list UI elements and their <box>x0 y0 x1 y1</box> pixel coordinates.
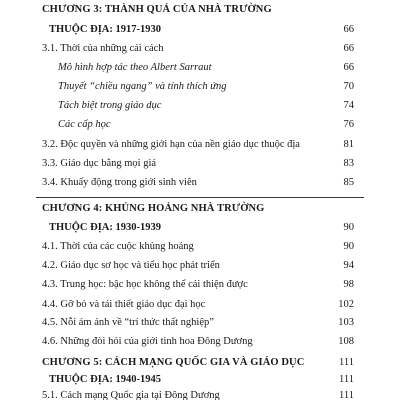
toc-label: Các cấp học <box>58 119 111 130</box>
toc-page-number: 103 <box>338 317 354 328</box>
toc-page-number: 111 <box>339 357 354 368</box>
toc-page-number: 108 <box>338 336 354 347</box>
section-divider <box>36 197 364 198</box>
toc-label: 4.6. Những đòi hỏi của giới tinh hoa Đông Dương <box>42 336 253 347</box>
toc-subentry[interactable] <box>0 61 400 75</box>
toc-page-number: 66 <box>343 24 354 35</box>
toc-subentry[interactable] <box>0 80 400 94</box>
toc-label: 4.3. Trung học: bậc học không thể cải thiện được <box>42 279 248 290</box>
toc-label: 3.1. Thời của những cải cách <box>42 43 164 54</box>
toc-entry[interactable] <box>0 138 400 152</box>
toc-page-number: 90 <box>343 241 354 252</box>
toc-page-number: 81 <box>343 139 354 150</box>
toc-page-number: 70 <box>343 81 354 92</box>
toc-label: 4.5. Nỗi ám ảnh về “trí thức thất nghiệp” <box>42 317 214 328</box>
toc-label: 3.2. Độc quyền và những giới hạn của nền giáo dục thuộc địa <box>42 139 300 150</box>
toc-entry[interactable] <box>0 278 400 292</box>
toc-chapter-heading[interactable] <box>0 356 400 370</box>
toc-entry[interactable] <box>0 157 400 171</box>
toc-label: CHƯƠNG 4: KHỦNG HOẢNG NHÀ TRƯỜNG <box>42 203 265 214</box>
toc-label: THUỘC ĐỊA: 1940-1945 <box>49 374 161 385</box>
toc-entry[interactable] <box>0 240 400 254</box>
toc-chapter-heading[interactable] <box>0 23 400 37</box>
toc-label: THUỘC ĐỊA: 1930-1939 <box>49 222 161 233</box>
toc-entry[interactable] <box>0 316 400 330</box>
toc-page-number: 94 <box>343 260 354 271</box>
toc-entry[interactable] <box>0 259 400 273</box>
toc-label: CHƯƠNG 3: THÀNH QUẢ CỦA NHÀ TRƯỜNG <box>42 4 272 15</box>
toc-label: 3.4. Khuấy động trong giới sinh viên <box>42 177 197 188</box>
toc-entry[interactable] <box>0 42 400 56</box>
toc-label: 4.2. Giáo dục sơ học và tiểu học phát triển <box>42 260 220 271</box>
toc-entry[interactable] <box>0 389 400 400</box>
toc-subentry[interactable] <box>0 118 400 132</box>
toc-chapter-heading[interactable] <box>0 202 400 216</box>
toc-subentry[interactable] <box>0 99 400 113</box>
toc-entry[interactable] <box>0 176 400 190</box>
toc-label: 4.1. Thời của các cuộc khủng hoảng <box>42 241 194 252</box>
toc-page-number: 111 <box>339 390 354 400</box>
toc-page-number: 83 <box>343 158 354 169</box>
toc-label: Tách biệt trong giáo dục <box>58 100 162 111</box>
toc-entry[interactable] <box>0 335 400 349</box>
toc-page-number: 76 <box>343 119 354 130</box>
toc-chapter-heading[interactable] <box>0 373 400 387</box>
toc-label: 5.1. Cách mạng Quốc gia tại Đông Dương <box>42 390 220 400</box>
toc-label: Thuyết “chiều ngang” và tính thích ứng <box>58 81 227 92</box>
toc-chapter-heading[interactable] <box>0 3 400 17</box>
toc-page-number: 85 <box>343 177 354 188</box>
toc-page-number: 98 <box>343 279 354 290</box>
toc-label: CHƯƠNG 5: CÁCH MẠNG QUỐC GIA VÀ GIÁO DỤC <box>42 357 305 368</box>
toc-label: 3.3. Giáo dục bằng mọi giá <box>42 158 157 169</box>
toc-page-number: 90 <box>343 222 354 233</box>
toc-chapter-heading[interactable] <box>0 221 400 235</box>
toc-label: THUỘC ĐỊA: 1917-1930 <box>49 24 161 35</box>
toc-label: Mô hình hợp tác theo Albert Sarraut <box>58 62 212 73</box>
toc-page-number: 74 <box>343 100 354 111</box>
toc-entry[interactable] <box>0 298 400 312</box>
toc-page-number: 66 <box>343 43 354 54</box>
toc-page-number: 111 <box>339 374 354 385</box>
toc-label: 4.4. Gỡ bỏ và tái thiết giáo dục đại học <box>42 299 206 310</box>
toc-page-number: 102 <box>338 299 354 310</box>
toc-page-number: 66 <box>343 62 354 73</box>
